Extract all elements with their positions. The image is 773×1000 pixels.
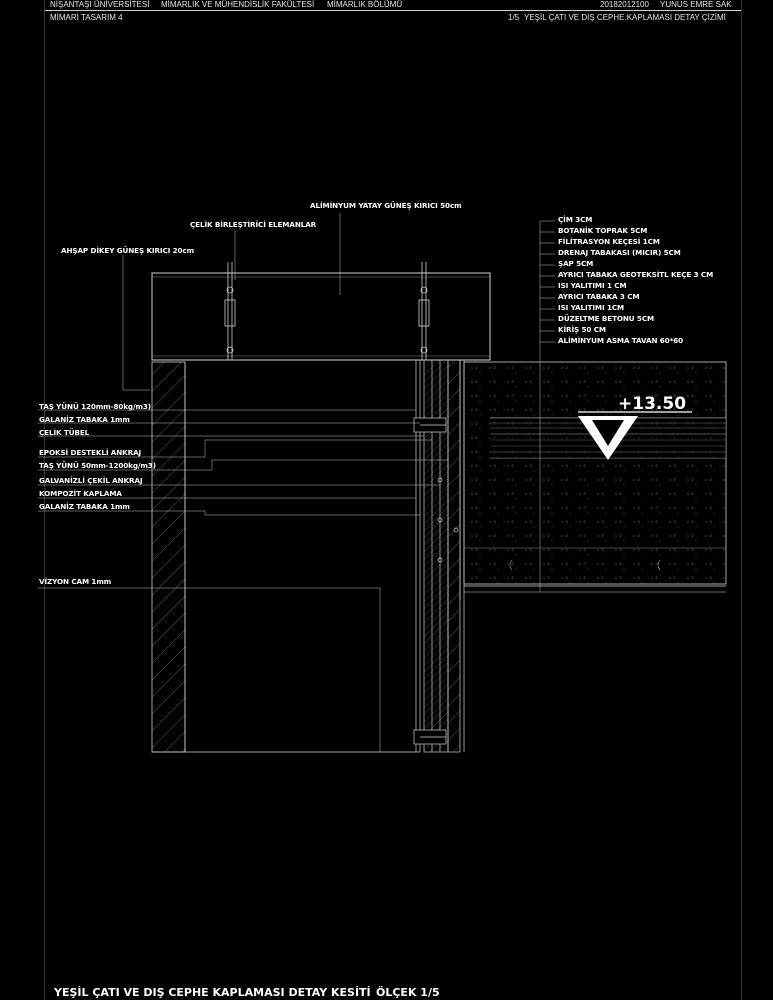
- roof-layer-label: KİRİŞ 50 CM: [558, 325, 606, 334]
- header-sheet-scale: 1/5: [508, 13, 520, 22]
- footer-title: YEŞİL ÇATI VE DIŞ CEPHE KAPLAMASI DETAY KESİTİ: [54, 986, 371, 999]
- roof-layer-label: FİLİTRASYON KEÇESİ 1CM: [558, 237, 660, 246]
- facade-layer-label: KOMPOZİT KAPLAMA: [39, 489, 122, 498]
- roof-layer-label: AYRICI TABAKA GEOTEKSİTL KEÇE 3 CM: [558, 270, 714, 279]
- roof-layer-label: BOTANİK TOPRAK 5CM: [558, 226, 648, 235]
- label-wood-louver: AHŞAP DİKEY GÜNEŞ KIRICI 20cm: [61, 246, 195, 255]
- label-steel-connectors: ÇELİK BİRLEŞTİRİCİ ELEMANLAR: [190, 220, 317, 229]
- header-student-id: 20182012100: [600, 0, 649, 9]
- roof-layer-label: AYRICI TABAKA 3 CM: [558, 292, 640, 301]
- header-sheet-title: YEŞİL ÇATI VE DIŞ CEPHE KAPLAMASI DETAY ÇİZİMİ: [524, 13, 726, 22]
- facade-layer-label: ÇELİK TÜBEL: [39, 428, 90, 437]
- aluminum-louver: [152, 273, 490, 360]
- facade-layer-label: TAŞ YÜNÜ 120mm-80kg/m3): [39, 402, 151, 411]
- header-university: NİŞANTAŞI ÜNİVERSİTESİ: [50, 0, 150, 9]
- header-student-name: YUNUS EMRE SAK: [660, 0, 732, 9]
- roof-layer-label: DRENAJ TABAKASI (MICIR) 5CM: [558, 248, 681, 257]
- label-aluminum-louver: ALİMİNYUM YATAY GÜNEŞ KIRICI 50cm: [310, 201, 462, 210]
- roof-layer-label: ISI YALITIMI 1CM: [558, 303, 625, 312]
- roof-layer-label: DÜZELTME BETONU 5CM: [558, 314, 655, 323]
- facade-layer-label: GALANİZ TABAKA 1mm: [39, 502, 130, 511]
- roof-layer-label: ISI YALITIMI 1 CM: [558, 281, 627, 290]
- facade-wall-section: [414, 360, 464, 752]
- facade-layer-label: GALANİZ TABAKA 1mm: [39, 415, 130, 424]
- roof-layer-label: ALİMİNYUM ASMA TAVAN 60*60: [558, 336, 684, 345]
- facade-layer-label: TAŞ YÜNÜ 50mm-1200kg/m3): [39, 461, 156, 470]
- roof-slab: [464, 362, 726, 592]
- facade-layer-label: EPOKSİ DESTEKLİ ANKRAJ: [39, 448, 142, 457]
- header-course: MİMARİ TASARIM 4: [50, 13, 123, 22]
- facade-layer-label: GALVANİZLİ ÇEKİL ANKRAJ: [39, 476, 143, 485]
- elevation-value: +13.50: [618, 394, 687, 414]
- footer-scale: ÖLÇEK 1/5: [376, 986, 440, 999]
- label-vision-glass: VİZYON CAM 1mm: [39, 577, 112, 586]
- header-department: MİMARLIK BÖLÜMÜ: [327, 0, 403, 9]
- roof-layer-label: ŞAP 5CM: [558, 259, 594, 268]
- header-faculty: MİMARLIK VE MÜHENDİSLİK FAKÜLTESİ: [161, 0, 315, 9]
- roof-layer-label: ÇİM 3CM: [558, 215, 593, 224]
